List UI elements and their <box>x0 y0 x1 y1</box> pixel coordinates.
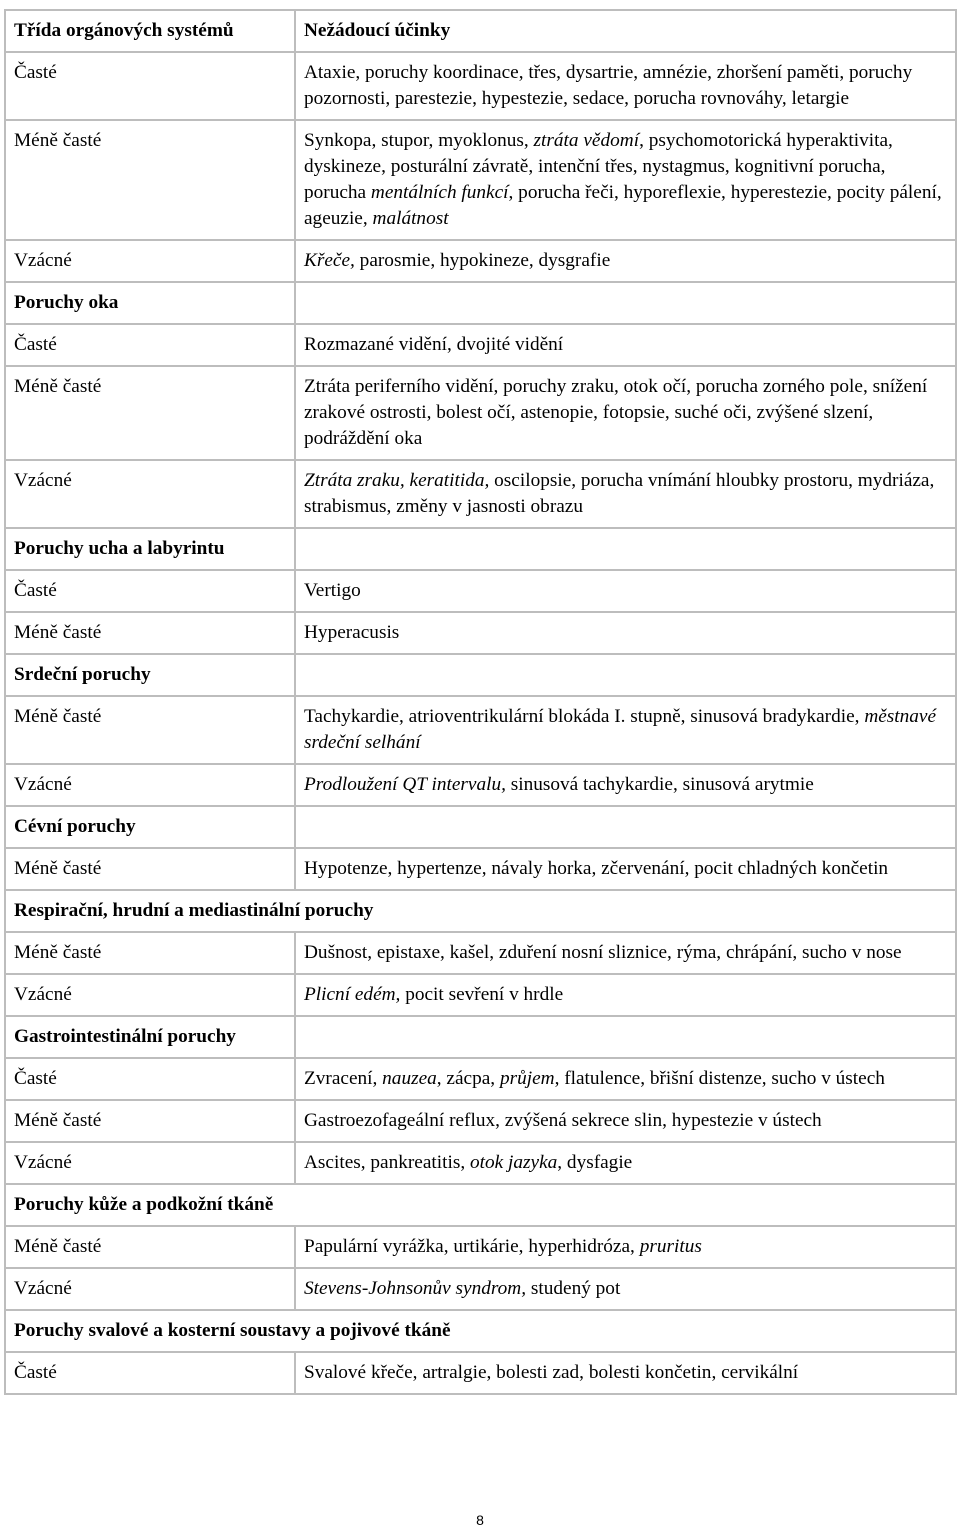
frequency-label: Časté <box>5 52 295 120</box>
italic-term: městnavé srdeční selhání <box>304 706 937 753</box>
empty-cell <box>295 654 956 696</box>
effect-text: Hypotenze, hypertenze, návaly horka, zčervenání, pocit chladných končetin <box>304 858 889 879</box>
italic-term: pruritus <box>639 1236 702 1257</box>
adverse-effects-cell <box>295 764 956 806</box>
effect-text: Ataxie, poruchy koordinace, třes, dysartrie, amnézie, zhoršení paměti, poruchy pozornosti, parestezie, hypestezie, sedace, porucha rovnováhy, letargie <box>304 62 913 109</box>
page-number: 8 <box>476 1512 484 1528</box>
frequency-label: Méně časté <box>5 932 295 974</box>
organ-class-row <box>5 654 956 696</box>
frequency-row <box>5 52 956 120</box>
frequency-row <box>5 1058 956 1100</box>
adverse-effects-cell <box>295 1058 956 1100</box>
organ-class-label: Poruchy kůže a podkožní tkáně <box>5 1184 956 1226</box>
adverse-effects-cell <box>295 1142 956 1184</box>
effect-text: Rozmazané vidění, dvojité vidění <box>304 334 564 355</box>
frequency-row <box>5 932 956 974</box>
frequency-row <box>5 696 956 764</box>
effect-text: Vertigo <box>304 580 361 601</box>
frequency-row <box>5 764 956 806</box>
empty-cell <box>295 1016 956 1058</box>
effect-text: oscilopsie, porucha vnímání hloubky prostoru, mydriáza, strabismus, změny v jasnosti obrazu <box>304 470 935 517</box>
effect-text: Zvracení, <box>304 1068 383 1089</box>
frequency-label: Časté <box>5 570 295 612</box>
effect-text: pocit sevření v hrdle <box>400 984 564 1005</box>
adverse-effects-cell <box>295 570 956 612</box>
frequency-label: Časté <box>5 1352 295 1394</box>
effect-text: Gastroezofageální reflux, zvýšená sekrece slin, hypestezie v ústech <box>304 1110 822 1131</box>
adverse-effects-cell <box>295 1268 956 1310</box>
adverse-effects-cell <box>295 324 956 366</box>
adverse-effects-table <box>4 9 957 1395</box>
frequency-row <box>5 366 956 460</box>
italic-term: Plicní edém, <box>304 984 401 1005</box>
frequency-row <box>5 1142 956 1184</box>
italic-term: nauzea <box>382 1068 437 1089</box>
organ-class-label: Gastrointestinální poruchy <box>5 1016 295 1058</box>
effect-text: Svalové křeče, artralgie, bolesti zad, bolesti končetin, cervikální <box>304 1362 799 1383</box>
organ-class-label: Srdeční poruchy <box>5 654 295 696</box>
frequency-label: Časté <box>5 1058 295 1100</box>
frequency-label: Vzácné <box>5 460 295 528</box>
organ-class-label: Respirační, hrudní a mediastinální poruchy <box>5 890 956 932</box>
frequency-label: Méně časté <box>5 366 295 460</box>
organ-class-row <box>5 806 956 848</box>
effect-text: parosmie, hypokineze, dysgrafie <box>354 250 611 271</box>
empty-cell <box>295 282 956 324</box>
adverse-effects-cell <box>295 52 956 120</box>
effect-text: , zácpa, <box>436 1068 500 1089</box>
adverse-effects-cell <box>295 1100 956 1142</box>
frequency-row <box>5 570 956 612</box>
frequency-row <box>5 1352 956 1394</box>
frequency-row <box>5 1100 956 1142</box>
italic-term: průjem <box>499 1068 555 1089</box>
frequency-row <box>5 1268 956 1310</box>
adverse-effects-cell <box>295 848 956 890</box>
organ-class-row <box>5 890 956 932</box>
adverse-effects-cell <box>295 974 956 1016</box>
organ-class-row <box>5 1310 956 1352</box>
adverse-effects-cell <box>295 240 956 282</box>
frequency-label: Vzácné <box>5 1142 295 1184</box>
organ-class-row <box>5 282 956 324</box>
effect-text: , porucha řeči, hyporeflexie, hyperestezie, pocity pálení, ageuzie, <box>304 182 942 229</box>
frequency-row <box>5 240 956 282</box>
organ-class-label: Poruchy svalové a kosterní soustavy a pojivové tkáně <box>5 1310 956 1352</box>
frequency-label: Časté <box>5 324 295 366</box>
frequency-label: Méně časté <box>5 1226 295 1268</box>
frequency-row <box>5 848 956 890</box>
effect-text: , psychomotorická hyperaktivita, dyskineze, posturální závratě, intenční třes, nystagmus, kognitivní porucha, porucha <box>304 130 893 203</box>
adverse-effects-cell <box>295 460 956 528</box>
frequency-label: Vzácné <box>5 764 295 806</box>
frequency-label: Méně časté <box>5 120 295 240</box>
italic-term: ztráta vědomí <box>533 130 640 151</box>
table-body <box>5 10 956 1394</box>
italic-term: Křeče, <box>304 250 355 271</box>
adverse-effects-cell <box>295 696 956 764</box>
italic-term: malátnost <box>372 208 449 229</box>
adverse-effects-cell <box>295 1352 956 1394</box>
effect-text: Ztráta periferního vidění, poruchy zraku, otok očí, porucha zorného pole, snížení zrakové ostrosti, bolest očí, astenopie, fotopsie, suché oči, zvýšené slzení, podráždění oka <box>304 376 928 449</box>
frequency-label: Méně časté <box>5 848 295 890</box>
effect-text: Tachykardie, atrioventrikulární blokáda I. stupně, sinusová bradykardie, <box>304 706 865 727</box>
effect-text: Dušnost, epistaxe, kašel, zduření nosní sliznice, rýma, chrápání, sucho v nose <box>304 942 902 963</box>
empty-cell <box>295 528 956 570</box>
adverse-effects-cell <box>295 1226 956 1268</box>
effect-text: Ascites, pankreatitis, <box>304 1152 470 1173</box>
italic-term: Ztráta zraku, keratitida, <box>304 470 490 491</box>
organ-class-label: Cévní poruchy <box>5 806 295 848</box>
header-adverse-effects: Nežádoucí účinky <box>295 10 956 52</box>
frequency-row <box>5 974 956 1016</box>
frequency-row <box>5 1226 956 1268</box>
effect-text: , flatulence, břišní distenze, sucho v ústech <box>554 1068 885 1089</box>
table-header-row <box>5 10 956 52</box>
organ-class-label: Poruchy oka <box>5 282 295 324</box>
frequency-label: Vzácné <box>5 240 295 282</box>
organ-class-row <box>5 1016 956 1058</box>
organ-class-row <box>5 528 956 570</box>
effect-text: , dysfagie <box>557 1152 633 1173</box>
frequency-label: Vzácné <box>5 1268 295 1310</box>
frequency-label: Méně časté <box>5 696 295 764</box>
adverse-effects-cell <box>295 612 956 654</box>
empty-cell <box>295 806 956 848</box>
frequency-label: Vzácné <box>5 974 295 1016</box>
frequency-row <box>5 612 956 654</box>
effect-text: sinusová tachykardie, sinusová arytmie <box>505 774 814 795</box>
organ-class-row <box>5 1184 956 1226</box>
effect-text: Hyperacusis <box>304 622 400 643</box>
effect-text: studený pot <box>526 1278 621 1299</box>
frequency-label: Méně časté <box>5 612 295 654</box>
italic-term: otok jazyka <box>470 1152 558 1173</box>
italic-term: Prodloužení QT intervalu, <box>304 774 506 795</box>
adverse-effects-cell <box>295 932 956 974</box>
frequency-row <box>5 324 956 366</box>
italic-term: mentálních funkcí <box>370 182 509 203</box>
effect-text: Synkopa, stupor, myoklonus, <box>304 130 534 151</box>
header-organ-class: Třída orgánových systémů <box>5 10 295 52</box>
effect-text: Papulární vyrážka, urtikárie, hyperhidróza, <box>304 1236 640 1257</box>
frequency-row <box>5 460 956 528</box>
adverse-effects-cell <box>295 366 956 460</box>
frequency-row <box>5 120 956 240</box>
frequency-label: Méně časté <box>5 1100 295 1142</box>
adverse-effects-cell <box>295 120 956 240</box>
italic-term: Stevens-Johnsonův syndrom, <box>304 1278 527 1299</box>
organ-class-label: Poruchy ucha a labyrintu <box>5 528 295 570</box>
